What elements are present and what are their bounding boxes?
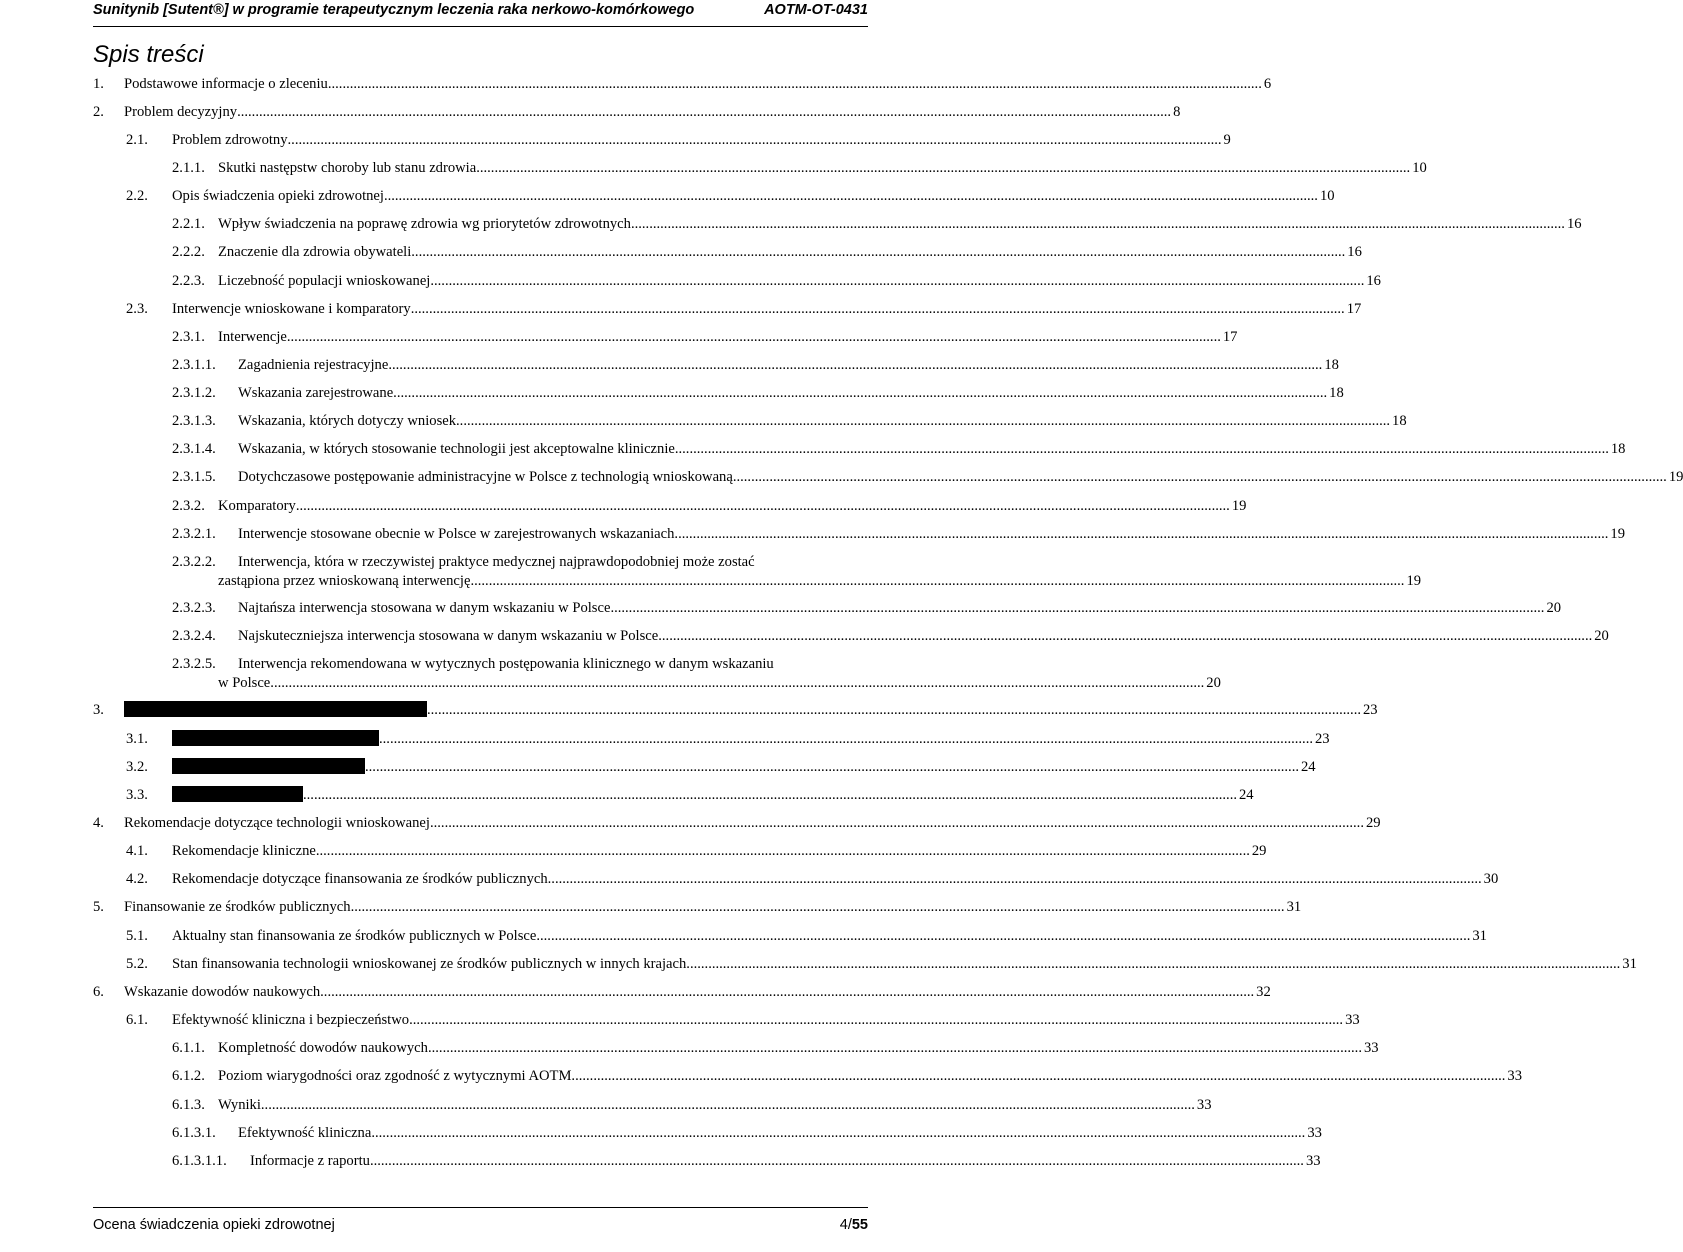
toc-entry-title: zastąpiona przez wnioskowaną interwencję (218, 573, 471, 589)
toc-entry-title: Wskazania zarejestrowane (238, 385, 394, 401)
dot-leader (365, 758, 1299, 777)
toc-entry[interactable] (172, 1067, 1523, 1086)
redacted-title (172, 730, 379, 749)
dot-leader (379, 730, 1313, 749)
toc-entry-page: 16 (1366, 273, 1381, 289)
toc-entry-title: Rekomendacje dotyczące finansowania ze środków publicznych (172, 871, 548, 887)
redaction-bar (172, 730, 379, 746)
toc-entry-page: 20 (1546, 600, 1562, 616)
toc-entry-page: 10 (1319, 188, 1335, 204)
toc-entry[interactable] (126, 1011, 1360, 1030)
dot-leader (430, 272, 1364, 291)
page-footer (93, 1207, 868, 1232)
dot-leader (548, 870, 1482, 889)
toc-entry-page: 33 (1307, 1125, 1322, 1141)
toc-entry-title: Najskuteczniejsza interwencja stosowana w danym wskazaniu w Polsce (238, 628, 659, 644)
toc-entry-page: 29 (1251, 843, 1267, 859)
toc-entry[interactable] (126, 870, 1499, 889)
toc-entry-number: 2.1. (126, 132, 148, 148)
toc-entry-number: 2.3.2.4. (172, 628, 216, 644)
page-separator: / (847, 1217, 852, 1233)
toc-entry-page: 18 (1392, 413, 1407, 429)
toc-entry-title: Dotychczasowe postępowanie administracyjne w Polsce z technologią wnioskowaną (238, 469, 733, 485)
toc-entry-page: 33 (1305, 1153, 1321, 1169)
dot-leader (675, 440, 1609, 459)
toc-entry-number: 2.3. (126, 301, 148, 317)
toc-entry-title: Liczebność populacji wnioskowanej (218, 273, 431, 289)
toc-entry-title: Komparatory (218, 498, 296, 514)
footer-label: Ocena świadczenia opieki zdrowotnej (93, 1217, 335, 1233)
toc-entry-page: 20 (1206, 675, 1221, 691)
toc-entry-page: 33 (1196, 1097, 1212, 1113)
toc-entry-title: Finansowanie ze środków publicznych (124, 899, 351, 915)
toc-entry[interactable] (172, 599, 1562, 618)
toc-entry-number: 6.1.3. (172, 1097, 205, 1113)
toc-entry-number: 2.3.1.3. (172, 413, 216, 429)
toc-entry-number: 5. (93, 899, 104, 915)
toc-entry-title: Poziom wiarygodności oraz zgodność z wytycznymi AOTM (218, 1068, 572, 1084)
toc-entry-number: 2.3.1.4. (172, 441, 216, 457)
dot-leader (674, 525, 1608, 544)
toc-entry-page: 19 (1406, 573, 1422, 589)
toc-entry-page: 31 (1622, 956, 1637, 972)
toc-entry[interactable] (172, 440, 1626, 459)
dot-leader (316, 842, 1250, 861)
toc-entry-page: 10 (1412, 160, 1427, 176)
toc-entry-page: 18 (1610, 441, 1626, 457)
toc-entry[interactable] (172, 1039, 1379, 1058)
toc-entry-number: 4. (93, 815, 104, 831)
toc-entry-page: 16 (1347, 244, 1362, 260)
dot-leader (351, 898, 1285, 917)
toc-entry-title: Interwencje stosowane obecnie w Polsce w zarejestrowanych wskazaniach (238, 526, 675, 542)
toc-entry[interactable] (172, 655, 1221, 693)
toc-entry-title: Opis świadczenia opieki zdrowotnej (172, 188, 384, 204)
dot-leader (370, 1152, 1304, 1171)
dot-leader (303, 786, 1237, 805)
header-title: Sunitynib [Sutent®] w programie terapeutycznym leczenia raka nerkowo-komórkowego (93, 2, 695, 18)
dot-leader (658, 627, 1592, 646)
dot-leader (456, 412, 1390, 431)
toc-entry-title: Wyniki (218, 1097, 261, 1113)
toc-entry[interactable] (172, 243, 1362, 262)
toc-entry-page: 31 (1286, 899, 1302, 915)
dot-leader (536, 927, 1470, 946)
toc-entry-number: 5.1. (126, 928, 148, 944)
dot-leader (237, 103, 1171, 122)
toc-entry-page: 33 (1507, 1068, 1523, 1084)
toc-entry[interactable] (172, 1096, 1212, 1115)
toc-entry-number: 3.2. (126, 759, 148, 775)
toc-entry[interactable] (172, 412, 1407, 431)
toc-entry-number: 6.1.3.1.1. (172, 1153, 227, 1169)
dot-leader (371, 1124, 1305, 1143)
redacted-title (172, 758, 365, 777)
toc-title: Spis treści (93, 41, 204, 68)
toc-entry-page: 19 (1610, 526, 1626, 542)
toc-entry[interactable] (93, 814, 1381, 833)
dot-leader (261, 1096, 1195, 1115)
toc-entry-title: Stan finansowania technologii wnioskowanej ze środków publicznych w innych krajach (172, 956, 687, 972)
toc-entry-page: 6 (1263, 76, 1272, 92)
toc-entry-number: 2. (93, 104, 104, 120)
toc-entry-page: 19 (1668, 469, 1683, 485)
toc-entry[interactable] (93, 75, 1272, 94)
toc-entry[interactable] (172, 384, 1344, 403)
redacted-title (172, 786, 303, 805)
toc-entry-page: 18 (1329, 385, 1344, 401)
toc-entry-number: 2.3.2. (172, 498, 205, 514)
toc-entry-page: 33 (1345, 1012, 1360, 1028)
toc-entry-title: Podstawowe informacje o zleceniu (124, 76, 328, 92)
toc-entry-number: 2.3.1.5. (172, 469, 216, 485)
toc-entry-title: Interwencja rekomendowana w wytycznych postępowania klinicznego w danym wskazaniu (238, 656, 774, 672)
dot-leader (571, 1067, 1505, 1086)
toc-entry-number: 2.2.2. (172, 244, 205, 260)
toc-entry-number: 3. (93, 702, 104, 718)
toc-entry[interactable] (126, 300, 1362, 319)
toc-entry-title: w Polsce (218, 675, 271, 691)
toc-entry-number: 2.3.2.1. (172, 526, 216, 542)
dot-leader (430, 814, 1364, 833)
page-number (840, 1216, 868, 1234)
toc-entry[interactable] (172, 1124, 1322, 1143)
toc-entry-page: 17 (1346, 301, 1362, 317)
toc-entry-title: Rekomendacje kliniczne (172, 843, 316, 859)
redaction-bar (124, 701, 427, 717)
toc-entry-number: 2.3.1. (172, 329, 205, 345)
redacted-title (124, 701, 427, 720)
dot-leader (610, 599, 1544, 618)
dot-leader (328, 75, 1262, 94)
toc-entry[interactable] (126, 955, 1637, 974)
toc-entry[interactable] (172, 525, 1626, 544)
toc-entry-number: 2.1.1. (172, 160, 205, 176)
toc-entry-title: Efektywność kliniczna i bezpieczeństwo (172, 1012, 410, 1028)
dot-leader (393, 384, 1327, 403)
dot-leader (296, 497, 1230, 516)
toc-entry-number: 6.1.2. (172, 1068, 205, 1084)
toc-entry-page: 31 (1472, 928, 1487, 944)
toc-entry[interactable] (126, 786, 1254, 805)
toc-entry-page: 9 (1223, 132, 1231, 148)
toc-entry-number: 2.2. (126, 188, 148, 204)
dot-leader (686, 955, 1620, 974)
toc-entry[interactable] (126, 131, 1231, 150)
toc-entry-number: 2.2.1. (172, 216, 205, 232)
toc-entry[interactable] (93, 983, 1271, 1002)
toc-entry-number: 2.3.2.3. (172, 600, 216, 616)
toc-entry[interactable] (172, 215, 1582, 234)
dot-leader (270, 674, 1204, 693)
toc-entry-title: Problem decyzyjny (124, 104, 238, 120)
toc-entry-number: 4.1. (126, 843, 148, 859)
dot-leader (428, 1039, 1362, 1058)
toc-entry-page: 17 (1222, 329, 1238, 345)
toc-entry-number: 4.2. (126, 871, 148, 887)
current-page: 4 (839, 1217, 848, 1233)
toc-entry-number: 2.3.2.5. (172, 656, 216, 672)
toc-entry-page: 23 (1315, 731, 1330, 747)
dot-leader (733, 468, 1667, 487)
toc-entry-number: 6. (93, 984, 104, 1000)
toc-entry-title: Wskazanie dowodów naukowych (124, 984, 321, 1000)
toc-entry[interactable] (126, 842, 1267, 861)
toc-entry-page: 33 (1363, 1040, 1379, 1056)
toc-entry[interactable] (172, 553, 1422, 591)
toc-entry-number: 6.1.3.1. (172, 1125, 216, 1141)
toc-entry-number: 2.3.2.2. (172, 554, 216, 570)
dot-leader (384, 187, 1318, 206)
toc-entry-number: 2.3.1.2. (172, 385, 216, 401)
header-code: AOTM-OT-0431 (764, 2, 868, 18)
toc-entry-title: Zagadnienia rejestracyjne (238, 357, 389, 373)
redaction-bar (172, 758, 365, 774)
toc-entry[interactable] (172, 328, 1238, 347)
toc-entry-page: 24 (1239, 787, 1254, 803)
toc-entry[interactable] (172, 1152, 1321, 1171)
toc-entry[interactable] (126, 927, 1487, 946)
dot-leader (288, 131, 1222, 150)
toc-entry-number: 2.3.1.1. (172, 357, 216, 373)
toc-entry-number: 3.1. (126, 731, 148, 747)
toc-entry-number: 6.1. (126, 1012, 148, 1028)
dot-leader (470, 572, 1404, 591)
toc-entry-page: 8 (1173, 104, 1181, 120)
dot-leader (409, 1011, 1343, 1030)
toc-entry-number: 3.3. (126, 787, 148, 803)
toc-entry-page: 20 (1594, 628, 1609, 644)
dot-leader (388, 356, 1322, 375)
toc-entry[interactable] (172, 272, 1381, 291)
toc-entry-page: 24 (1301, 759, 1316, 775)
toc-entry-title: Aktualny stan finansowania ze środków publicznych w Polsce (172, 928, 537, 944)
toc-entry-number: 6.1.1. (172, 1040, 205, 1056)
toc-entry-title: Informacje z raportu (250, 1153, 370, 1169)
dot-leader (287, 328, 1221, 347)
dot-leader (476, 159, 1410, 178)
toc-entry-title: Wpływ świadczenia na poprawę zdrowia wg priorytetów zdrowotnych (218, 216, 631, 232)
dot-leader (631, 215, 1565, 234)
toc-entry[interactable] (172, 497, 1247, 516)
toc-entry-title: Najtańsza interwencja stosowana w danym wskazaniu w Polsce (238, 600, 611, 616)
toc-entry[interactable] (126, 730, 1330, 749)
total-pages: 55 (851, 1217, 868, 1233)
toc-entry-page: 16 (1566, 216, 1582, 232)
dot-leader (411, 243, 1345, 262)
toc-entry-title: Rekomendacje dotyczące technologii wnioskowanej (124, 815, 430, 831)
toc-entry-page: 30 (1483, 871, 1499, 887)
toc-entry-title: Interwencje wnioskowane i komparatory (172, 301, 411, 317)
dot-leader (320, 983, 1254, 1002)
toc-entry[interactable] (93, 898, 1302, 917)
toc-entry-title: Wskazania, w których stosowanie technologii jest akceptowalne klinicznie (238, 441, 675, 457)
toc-entry[interactable] (172, 356, 1339, 375)
toc-entry-title: Znaczenie dla zdrowia obywateli (218, 244, 412, 260)
toc-entry-page: 32 (1256, 984, 1271, 1000)
redaction-bar (172, 786, 303, 802)
toc-entry-title: Interwencje (218, 329, 287, 345)
dot-leader (411, 300, 1345, 319)
toc-entry[interactable] (93, 701, 1378, 720)
toc-entry[interactable] (172, 627, 1609, 646)
toc-entry[interactable] (93, 103, 1181, 122)
toc-entry-title: Skutki następstw choroby lub stanu zdrowia (218, 160, 477, 176)
toc-entry-number: 5.2. (126, 956, 148, 972)
dot-leader (427, 701, 1361, 720)
toc-entry-page: 29 (1365, 815, 1381, 831)
toc-entry-title: Efektywność kliniczna (238, 1125, 372, 1141)
toc-entry-title: Wskazania, których dotyczy wniosek (238, 413, 457, 429)
toc-entry[interactable] (126, 758, 1316, 777)
toc-entry-page: 18 (1324, 357, 1339, 373)
toc-entry-page: 19 (1231, 498, 1247, 514)
toc-entry[interactable] (172, 159, 1427, 178)
toc-entry-title: Kompletność dowodów naukowych (218, 1040, 428, 1056)
toc-entry-page: 23 (1363, 702, 1378, 718)
toc-entry-number: 2.2.3. (172, 273, 205, 289)
toc-entry-number: 1. (93, 76, 104, 92)
toc-entry-title: Interwencja, która w rzeczywistej praktyce medycznej najprawdopodobniej może zostać (238, 554, 755, 570)
toc-entry[interactable] (172, 468, 1683, 487)
toc-entry[interactable] (126, 187, 1335, 206)
toc-entry-title: Problem zdrowotny (172, 132, 288, 148)
